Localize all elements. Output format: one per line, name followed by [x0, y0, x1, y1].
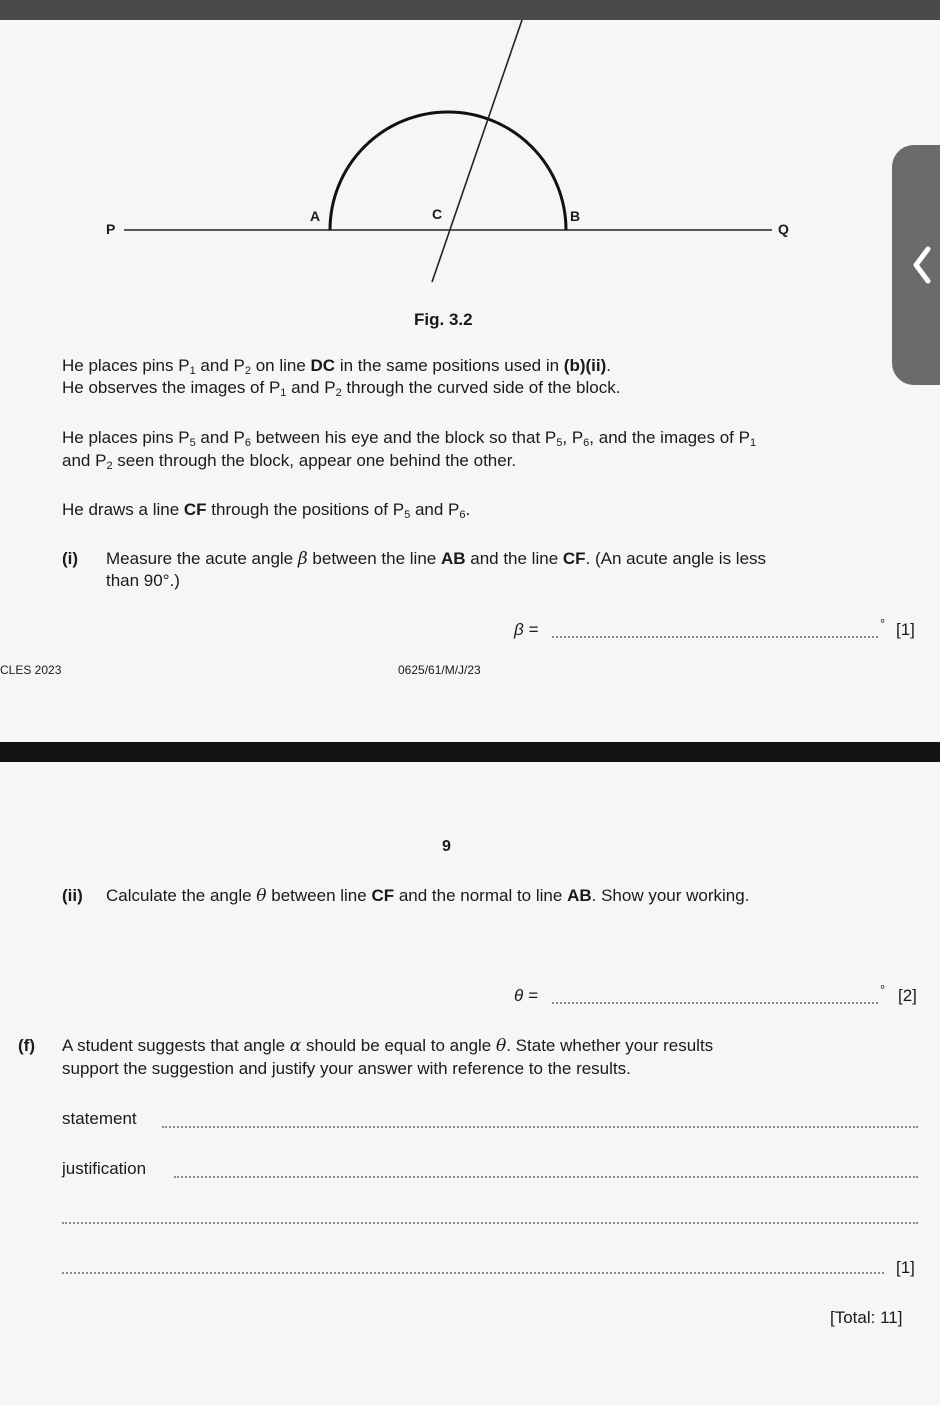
theta-answer-field[interactable] [552, 1002, 878, 1004]
footer-paper-code: 0625/61/M/J/23 [398, 663, 481, 677]
justification-answer-field-3[interactable] [62, 1272, 884, 1274]
question-ii-text: Calculate the angle θ between line CF and the normal to line AB. Show your working. [106, 886, 750, 906]
question-i-line-2: than 90°.) [106, 571, 180, 590]
theta-marks: [2] [898, 986, 917, 1005]
total-marks: [Total: 11] [830, 1308, 903, 1327]
beta-answer-prefix: β = [514, 620, 539, 639]
line-dc [432, 20, 522, 282]
question-ii-label: (ii) [62, 886, 83, 905]
paragraph-3: He draws a line CF through the positions of $P_5$ and $P_6$. [62, 500, 471, 521]
footer-copyright: CLES 2023 [0, 663, 62, 677]
figure-3-2 [0, 20, 940, 320]
label-c: C [432, 206, 443, 222]
beta-degree-symbol: ° [880, 616, 886, 631]
paragraph-2-line-1: He places pins $P_5$ and $P_6$ between his eye and the block so that $P_5$, $P_6$, and the images of $P_1$ [62, 428, 757, 449]
page-divider [0, 742, 940, 762]
statement-label: statement [62, 1109, 137, 1128]
label-a: A [310, 208, 321, 224]
label-p: P [106, 221, 116, 237]
question-i-line-1: Measure the acute angle β between the line AB and the line CF. (An acute angle is less [106, 549, 767, 569]
theta-answer-prefix: θ = [514, 986, 538, 1005]
theta-degree-symbol: ° [880, 982, 886, 997]
question-f-line-1: A student suggests that angle α should be equal to angle θ. State whether your results [62, 1036, 714, 1056]
label-b: B [570, 208, 581, 224]
question-i-label: (i) [62, 549, 79, 568]
semicircular-block [330, 112, 566, 230]
exam-page-upper [0, 20, 940, 742]
figure-caption: Fig. 3.2 [414, 310, 473, 329]
justification-answer-field-2[interactable] [62, 1222, 918, 1224]
justification-label: justification [62, 1159, 147, 1178]
paragraph-2-line-2: and $P_2$ seen through the block, appear one behind the other. [62, 451, 517, 472]
question-f-label: (f) [18, 1036, 35, 1055]
page-number: 9 [442, 838, 451, 855]
paragraph-1-line-2: He observes the images of $P_1$ and $P_2$ through the curved side of the block. [62, 378, 621, 399]
label-q: Q [778, 221, 789, 237]
top-bar [0, 0, 940, 20]
exam-page-lower [0, 762, 940, 1406]
question-f-marks: [1] [896, 1258, 915, 1277]
paragraph-1-line-1: He places pins $P_1$ and $P_2$ on line DC in the same positions used in (b)(ii). [62, 356, 611, 377]
statement-answer-field[interactable] [162, 1126, 918, 1128]
beta-answer-field[interactable] [552, 636, 878, 638]
side-panel-tab[interactable] [892, 145, 940, 385]
chevron-left-icon[interactable] [910, 245, 934, 285]
beta-marks: [1] [896, 620, 915, 639]
justification-answer-field-1[interactable] [174, 1176, 918, 1178]
question-f-line-2: support the suggestion and justify your answer with reference to the results. [62, 1059, 631, 1078]
